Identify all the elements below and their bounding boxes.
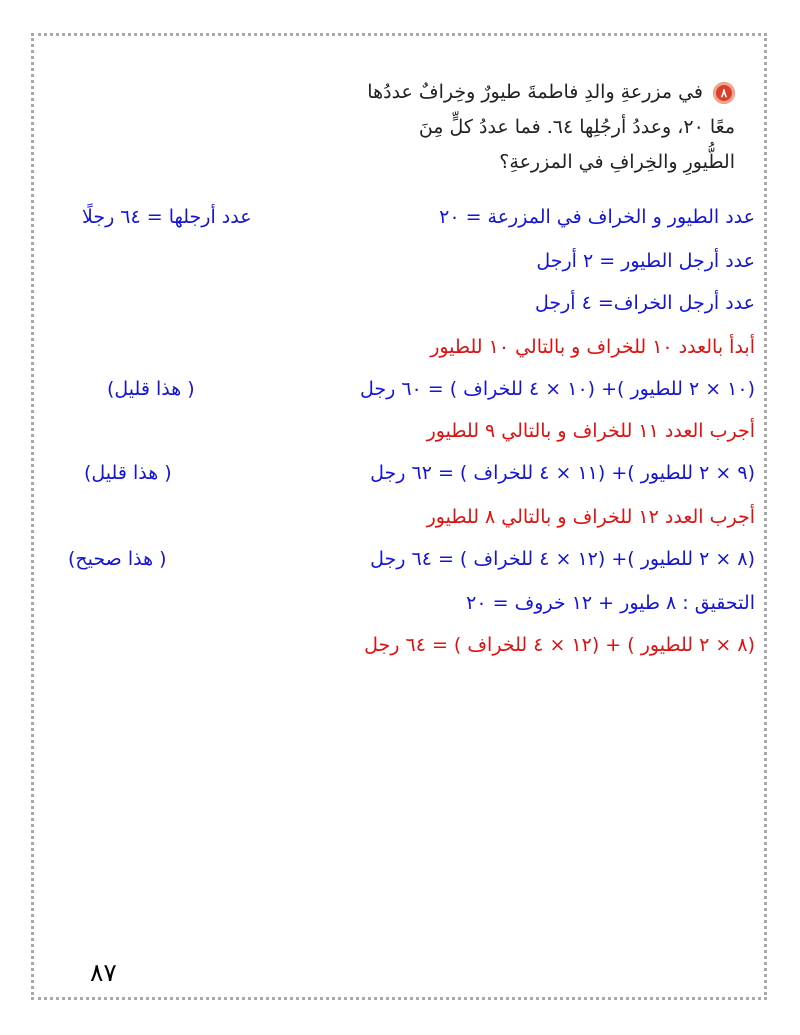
problem-number-badge: ٨ [713,82,735,104]
check-count-line: التحقيق : ٨ طيور + ١٢ خروف = ٢٠ [466,592,755,614]
step3-intro: أجرب العدد ١٢ للخراف و بالتالي ٨ للطيور [426,506,755,528]
page-number: ٨٧ [90,958,117,987]
total-animals-line: عدد الطيور و الخراف في المزرعة = ٢٠ [439,206,755,228]
total-legs-line: عدد أرجلها = ٦٤ رجلًا [82,206,252,228]
problem-line-3: الطُّيورِ والخِرافِ في المزرعةِ؟ [499,151,735,173]
bird-legs-line: عدد أرجل الطيور = ٢ أرجل [536,250,755,272]
step2-intro: أجرب العدد ١١ للخراف و بالتالي ٩ للطيور [426,420,755,442]
step2-note: ( هذا قليل) [84,462,172,484]
step1-intro: أبدأ بالعدد ١٠ للخراف و بالتالي ١٠ للطيور [430,336,755,358]
problem-line-2: معًا ٢٠، وعددُ أرجُلِها ٦٤. فما عددُ كلٍّ مِنَ [418,116,735,138]
check-legs-line: (٨ × ٢ للطيور ) + (١٢ × ٤ للخراف ) = ٦٤ رجل [364,634,755,656]
step3-note: ( هذا صحيح) [68,548,167,570]
problem-statement [315,75,735,180]
problem-line-1-text: في مزرعةِ والدِ فاطمةَ طيورٌ وخِرافٌ عددُها [367,81,703,103]
step3-calculation: (٨ × ٢ للطيور )+ (١٢ × ٤ للخراف ) = ٦٤ رجل [370,548,755,570]
step2-calculation: (٩ × ٢ للطيور )+ (١١ × ٤ للخراف ) = ٦٢ رجل [370,462,755,484]
sheep-legs-line: عدد أرجل الخراف= ٤ أرجل [534,292,755,314]
problem-line-1 [315,75,735,110]
step1-calculation: (١٠ × ٢ للطيور )+ (١٠ × ٤ للخراف ) = ٦٠ رجل [359,378,755,400]
step1-note: ( هذا قليل) [107,378,195,400]
